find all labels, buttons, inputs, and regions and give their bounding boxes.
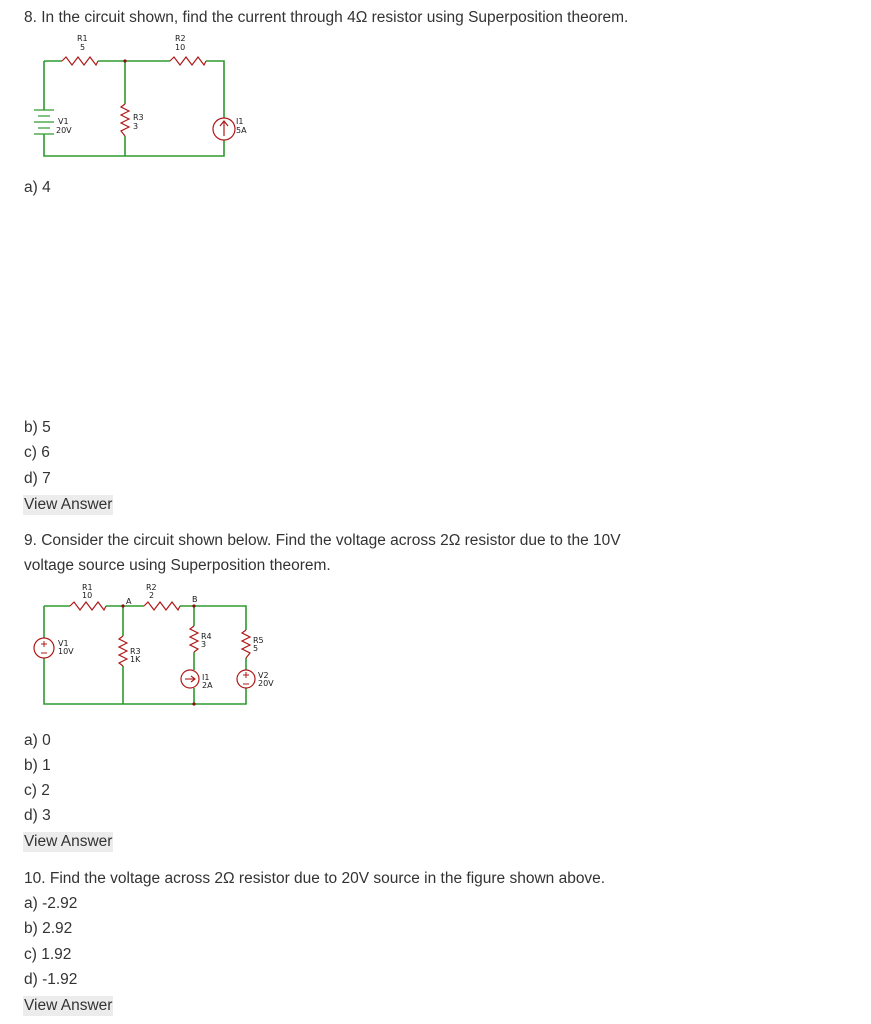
q8-battery-v1-icon [34,110,54,138]
q10-option-b: b) 2.92 [24,920,73,937]
q8-v1-value: 20V [56,126,72,135]
q8-wire-left [44,61,224,156]
q8-r2-value: 10 [175,43,186,52]
q9-option-d: d) 3 [24,807,51,824]
q9-voltage-source-v2-icon [237,670,255,688]
q9-view-answer-button[interactable]: View Answer [24,833,113,850]
q8-i1-value: 5A [236,126,247,135]
q9-r4-name: R4 [201,632,212,641]
q8-option-a: a) 4 [24,179,51,196]
q8-r3-value: 3 [133,122,139,131]
q9-node-a: A [126,597,132,606]
q9-r2-name: R2 [146,583,157,592]
q8-r1-name: R1 [77,34,88,43]
q8-resistor-r2 [170,57,206,65]
q10-view-answer-button[interactable]: View Answer [24,997,113,1014]
q9-v1-value: 10V [58,647,74,656]
q9-r2-value: 2 [149,591,155,600]
q10-option-c: c) 1.92 [24,946,72,963]
q8-r2-name: R2 [175,34,186,43]
q9-current-source-i1-icon [181,670,199,688]
q8-circuit-diagram [20,30,260,170]
q8-r1-value: 5 [80,43,86,52]
q8-option-b: b) 5 [24,419,51,436]
q9-resistor-r5 [242,630,250,658]
q8-r3-name: R3 [133,113,144,122]
q8-v1-name: V1 [58,117,69,126]
q9-resistor-r4 [190,626,198,652]
q9-i1-name: I1 [202,673,210,682]
q10-question: 10. Find the voltage across 2Ω resistor due to 20V source in the figure shown above. [24,870,606,887]
q9-r5-value: 5 [253,644,259,653]
q8-resistor-r3 [121,104,129,136]
q9-resistor-r3 [119,636,127,666]
q9-i1-value: 2A [202,681,213,690]
q9-question-line2: voltage source using Superposition theorem. [24,557,331,574]
q9-option-a: a) 0 [24,732,51,749]
q9-r3-value: 1K [130,655,141,664]
q9-resistor-r1 [70,602,106,610]
q9-r4-value: 3 [201,640,207,649]
q9-resistor-r2 [144,602,180,610]
q8-option-c: c) 6 [24,444,50,461]
q9-v2-value: 20V [258,679,274,688]
q9-circuit-diagram [20,582,300,712]
q9-question-line1: 9. Consider the circuit shown below. Find the voltage across 2Ω resistor due to the 10V [24,532,621,549]
q9-r1-value: 10 [82,591,93,600]
q8-option-d: d) 7 [24,470,51,487]
q10-option-d: d) -1.92 [24,971,78,988]
q8-current-source-i1-icon [213,118,235,140]
q8-question: 8. In the circuit shown, find the current through 4Ω resistor using Superposition theorem. [24,9,629,26]
q9-node-b: B [192,595,198,604]
q9-option-b: b) 1 [24,757,51,774]
q9-option-c: c) 2 [24,782,50,799]
q8-view-answer-button[interactable]: View Answer [24,496,113,513]
q9-r1-name: R1 [82,583,93,592]
q10-option-a: a) -2.92 [24,895,78,912]
q9-r5-name: R5 [253,636,264,645]
q8-resistor-r1 [62,57,98,65]
q8-wire-top [44,61,224,118]
q9-v2-name: V2 [258,671,269,680]
q9-r3-name: R3 [130,647,141,656]
q9-voltage-source-v1-icon [34,638,54,658]
q9-v1-name: V1 [58,639,69,648]
q8-i1-name: I1 [236,117,244,126]
